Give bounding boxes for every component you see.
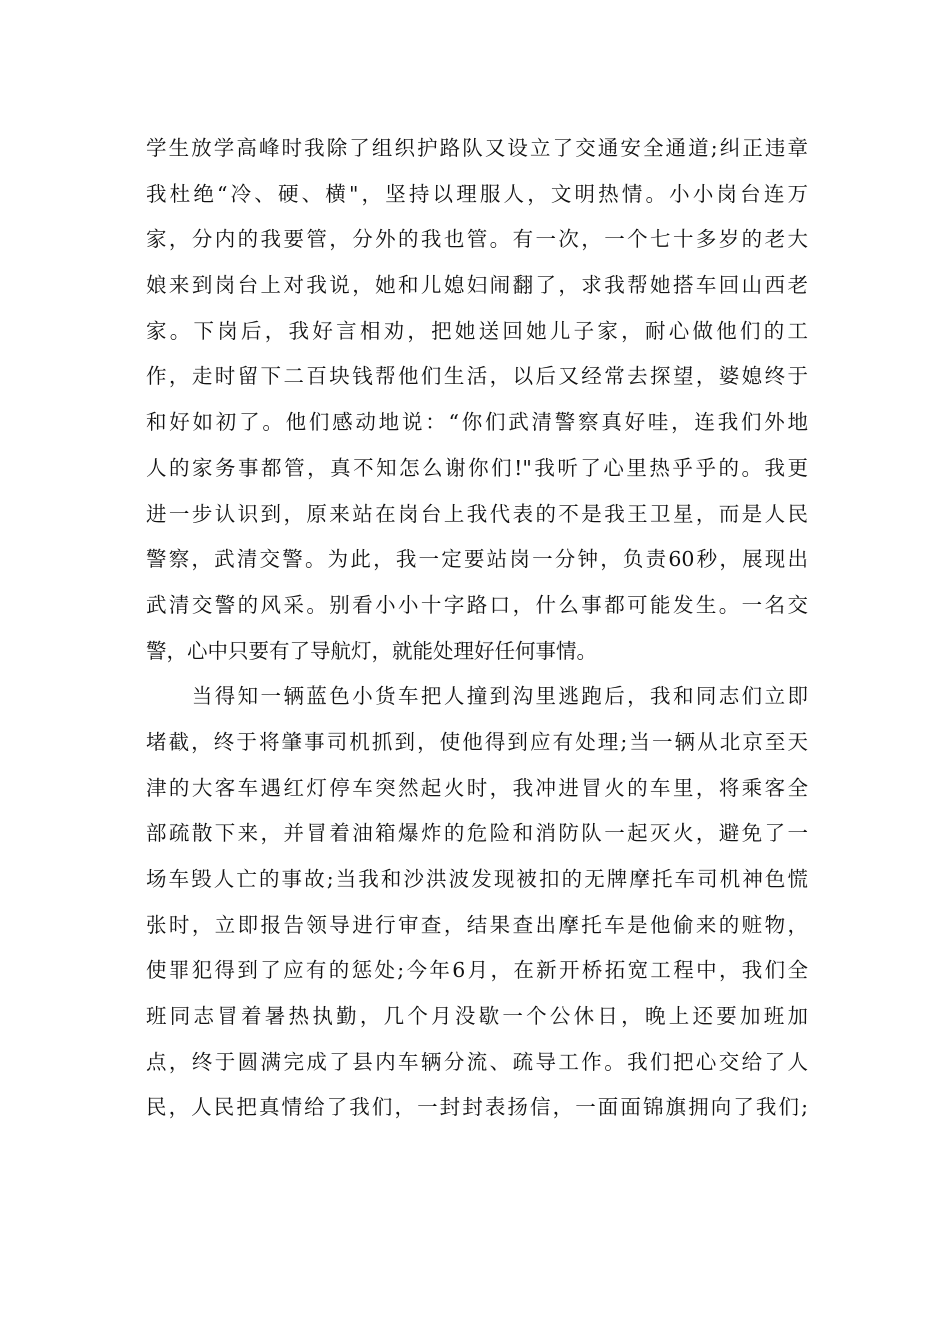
text-line: 部疏散下来，并冒着油箱爆炸的危险和消防队一起灭火，避免了一 — [146, 821, 808, 846]
text-line: 和好如初了。他们感动地说：“你们武清警察真好哇，连我们外地 — [146, 410, 808, 435]
text-line: 武清交警的风采。别看小小十字路口，什么事都可能发生。一名交 — [146, 592, 808, 617]
document-body — [146, 126, 808, 1131]
text-line: 作，走时留下二百块钱帮他们生活，以后又经常去探望，婆媳终于 — [146, 364, 808, 389]
text-line: 堵截，终于将肇事司机抓到，使他得到应有处理;当一辆从北京至天 — [146, 729, 808, 754]
paragraph-1 — [146, 126, 808, 674]
text-line: 进一步认识到，原来站在岗台上我代表的不是我王卫星，而是人民 — [146, 501, 808, 526]
text-line: 点，终于圆满完成了县内车辆分流、疏导工作。我们把心交给了人 — [146, 1049, 808, 1074]
text-line: 娘来到岗台上对我说，她和儿媳妇闹翻了，求我帮她搭车回山西老 — [146, 273, 808, 298]
text-line: 场车毁人亡的事故;当我和沙洪波发现被扣的无牌摩托车司机神色慌 — [146, 867, 808, 891]
text-line: 张时，立即报告领导进行审查，结果查出摩托车是他偷来的赃物， — [146, 912, 808, 937]
text-line: 人的家务事都管，真不知怎么谢你们!"我听了心里热乎乎的。我更 — [146, 455, 808, 480]
text-line: 使罪犯得到了应有的惩处;今年6月，在新开桥拓宽工程中，我们全 — [146, 958, 808, 983]
text-line: 当得知一辆蓝色小货车把人撞到沟里逃跑后，我和同志们立即 — [146, 684, 808, 709]
text-line: 津的大客车遇红灯停车突然起火时，我冲进冒火的车里，将乘客全 — [146, 775, 808, 800]
text-line: 家，分内的我要管，分外的我也管。有一次，一个七十多岁的老大 — [146, 227, 808, 252]
text-line: 民，人民把真情给了我们，一封封表扬信，一面面锦旗拥向了我们; — [146, 1095, 808, 1120]
text-line: 警察，武清交警。为此，我一定要站岗一分钟，负责60秒，展现出 — [146, 547, 808, 572]
paragraph-2 — [146, 674, 808, 1131]
text-line: 班同志冒着暑热执勤，几个月没歇一个公休日，晚上还要加班加 — [146, 1004, 808, 1029]
text-line: 警，心中只要有了导航灯，就能处理好任何事情。 — [146, 638, 597, 663]
text-line: 我杜绝“冷、硬、横"，坚持以理服人，文明热情。小小岗台连万 — [146, 181, 808, 206]
text-line: 家。下岗后，我好言相劝，把她送回她儿子家，耐心做他们的工 — [146, 318, 808, 343]
text-line: 学生放学高峰时我除了组织护路队又设立了交通安全通道;纠正违章 — [146, 136, 808, 160]
